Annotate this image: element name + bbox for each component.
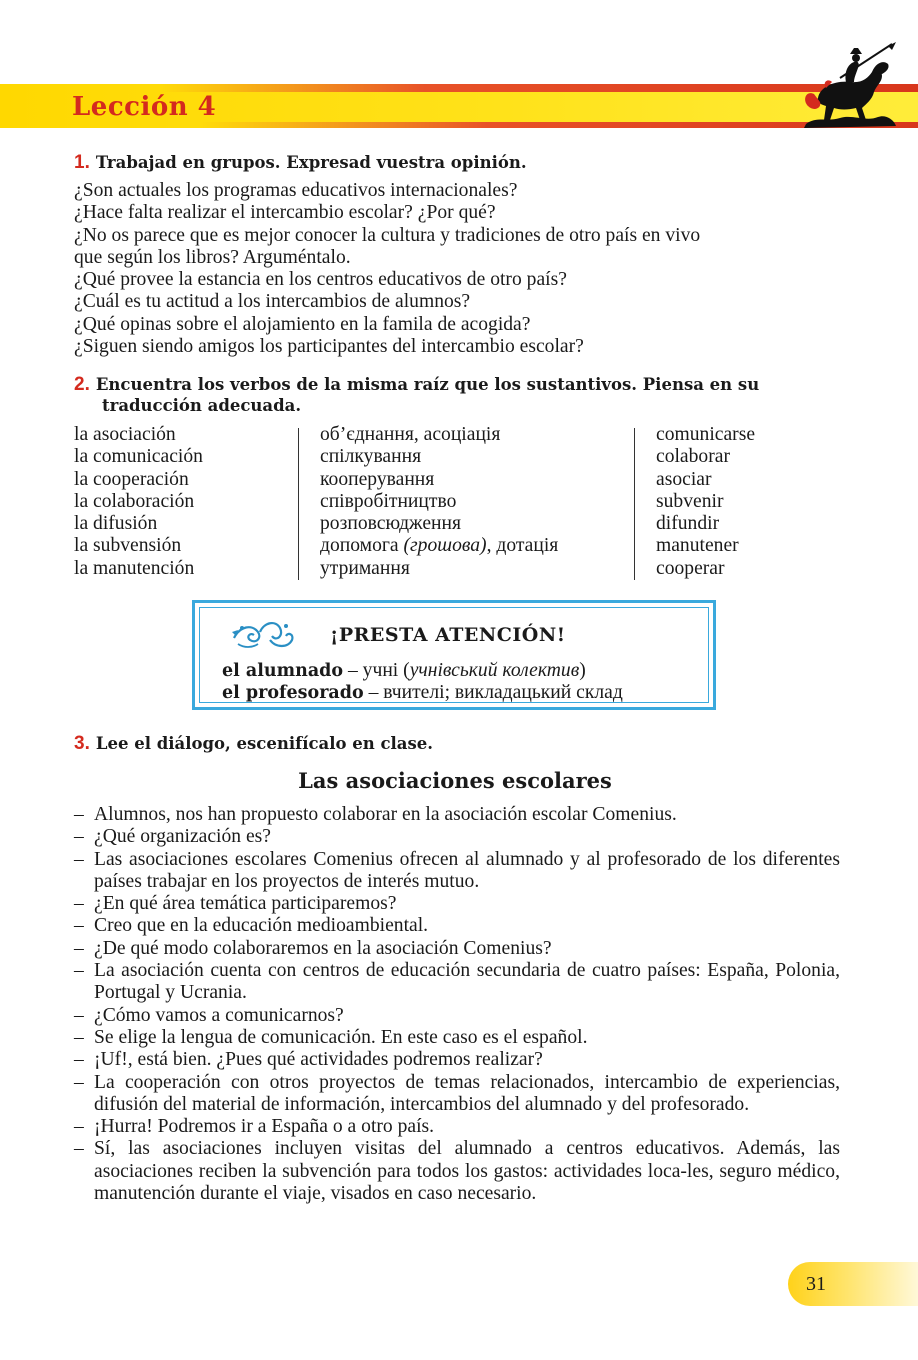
- term-definition: – вчителі; викладацький склад: [363, 682, 623, 704]
- noun-item: la subvensión: [74, 535, 182, 557]
- column-divider: [634, 428, 635, 580]
- verb-item: subvenir: [656, 490, 724, 512]
- exercise-number: 2.: [74, 374, 90, 395]
- dialog-line: – ¡Uf!, está bien. ¿Pues qué actividades podremos realizar?: [74, 1049, 840, 1071]
- page-number-badge: [788, 1262, 918, 1306]
- term-definition: – учні (: [343, 660, 410, 681]
- verb-item: colaborar: [656, 446, 730, 468]
- dialog-line: – Las asociaciones escolares Comenius ofrecen al alumnado y al profesorado de los diferentes países trabajar en los proyectos de interés mutuo.: [74, 849, 840, 894]
- dialog-line: – Alumnos, nos han propuesto colaborar en la asociación escolar Comenius.: [74, 804, 840, 826]
- term-definition: ): [579, 660, 586, 681]
- exercise-instruction: Lee el diálogo, escenifícalo en clase.: [95, 734, 434, 753]
- question-line: ¿Qué provee la estancia en los centros educativos de otro país?: [74, 269, 567, 291]
- dialog-line: – Creo que en la educación medioambiental.: [74, 915, 840, 937]
- attention-title: ¡PRESTA ATENCIÓN!: [330, 624, 566, 646]
- column-divider: [298, 428, 299, 580]
- noun-item: la asociación: [74, 424, 176, 445]
- dialog-title: [0, 768, 918, 793]
- noun-item: la manutención: [74, 557, 195, 579]
- dialog-line: – Se elige la lengua de comunicación. En este caso es el español.: [74, 1027, 840, 1049]
- ornament-icon: [230, 618, 300, 652]
- exercise-instruction: Encuentra los verbos de la misma raíz que los sustantivos. Piensa en su: [95, 375, 760, 394]
- translation-item: об’єднання, асоціація: [320, 424, 501, 445]
- verb-item: difundir: [656, 513, 720, 535]
- dialog-line: – ¿Cómo vamos a comunicarnos?: [74, 1005, 840, 1027]
- question-line: ¿Son actuales los programas educativos internacionales?: [74, 180, 518, 201]
- question-line: ¿Siguen siendo amigos los participantes del intercambio escolar?: [74, 336, 584, 358]
- dialog-line: – La cooperación con otros proyectos de temas relacionados, intercambio de experiencias, difusión del material de información, intercambios del alumnado y del profesorado.: [74, 1072, 840, 1117]
- exercise-number: 3.: [74, 733, 90, 754]
- dialog-line: – ¿De qué modo colaboraremos en la asociación Comenius?: [74, 938, 840, 960]
- verb-item: manutener: [656, 535, 739, 557]
- attention-box-inner: [199, 607, 709, 703]
- don-quixote-logo: [796, 38, 898, 130]
- translation-item: співробітництво: [320, 490, 457, 512]
- attention-line: [222, 682, 623, 704]
- translation-item: розповсюдження: [320, 513, 462, 535]
- question-line: ¿No os parece que es mejor conocer la cultura y tradiciones de otro país en vivo: [74, 224, 701, 246]
- dialog-title-text: Las asociaciones escolares: [298, 768, 612, 793]
- question-line: ¿Hace falta realizar el intercambio escolar? ¿Por qué?: [74, 202, 496, 224]
- verb-item: comunicarse: [656, 424, 756, 445]
- attention-line: [222, 660, 623, 682]
- translation-italic: (грошова): [403, 535, 487, 557]
- translations-column: [320, 424, 620, 580]
- question-line: ¿Qué opinas sobre el alojamiento en la famila de acogida?: [74, 313, 531, 335]
- term-italic: учнівський колектив: [409, 660, 580, 681]
- lesson-title: Lección 4: [72, 92, 217, 122]
- translation-item: [320, 535, 620, 557]
- question-list: [74, 180, 844, 358]
- exercise-instruction: Trabajad en grupos. Expresad vuestra opinión.: [95, 153, 527, 172]
- dialog-line: – ¿En qué área temática participaremos?: [74, 893, 840, 915]
- noun-item: la comunicación: [74, 446, 203, 468]
- exercise-3-heading: [74, 733, 433, 754]
- term: el profesorado: [222, 683, 364, 704]
- translation-text: допомога: [320, 535, 404, 557]
- verbs-column: [656, 424, 836, 580]
- verb-item: cooperar: [656, 557, 725, 579]
- noun-item: la difusión: [74, 513, 158, 535]
- verb-item: asociar: [656, 468, 712, 490]
- nouns-column: [74, 424, 284, 580]
- dialog-line: – La asociación cuenta con centros de educación secundaria de cuatro países: España, Polonia, Portugal y Ucrania.: [74, 960, 840, 1005]
- translation-item: утримання: [320, 557, 410, 579]
- question-line: que según los libros? Arguméntalo.: [74, 246, 351, 268]
- attention-lines: [222, 660, 623, 705]
- translation-item: кооперування: [320, 468, 435, 490]
- exercise-number: 1.: [74, 152, 90, 173]
- term: el alumnado: [222, 661, 344, 681]
- noun-item: la colaboración: [74, 490, 195, 512]
- dialog-line: – Sí, las asociaciones incluyen visitas del alumnado a centros educativos. Además, las asociaciones reciben la subvención para todos los gastos: actividades loca-les, seguro médico, manutención durante el viaje, visados en caso necesario.: [74, 1138, 840, 1205]
- attention-box: [192, 600, 716, 710]
- exercise-1-heading: [74, 152, 527, 173]
- exercise-instruction-continued: traducción adecuada.: [102, 396, 302, 415]
- dialog-line: – ¿Qué organización es?: [74, 826, 840, 848]
- translation-item: спілкування: [320, 446, 422, 468]
- dialog-list: [74, 804, 840, 1205]
- dialog-line: – ¡Hurra! Podremos ir a España o a otro país.: [74, 1116, 840, 1138]
- noun-item: la cooperación: [74, 468, 189, 490]
- question-line: ¿Cuál es tu actitud a los intercambios de alumnos?: [74, 291, 471, 313]
- exercise-2-heading: [74, 374, 844, 416]
- page-number: 31: [806, 1273, 826, 1295]
- translation-text: , дотація: [486, 535, 559, 557]
